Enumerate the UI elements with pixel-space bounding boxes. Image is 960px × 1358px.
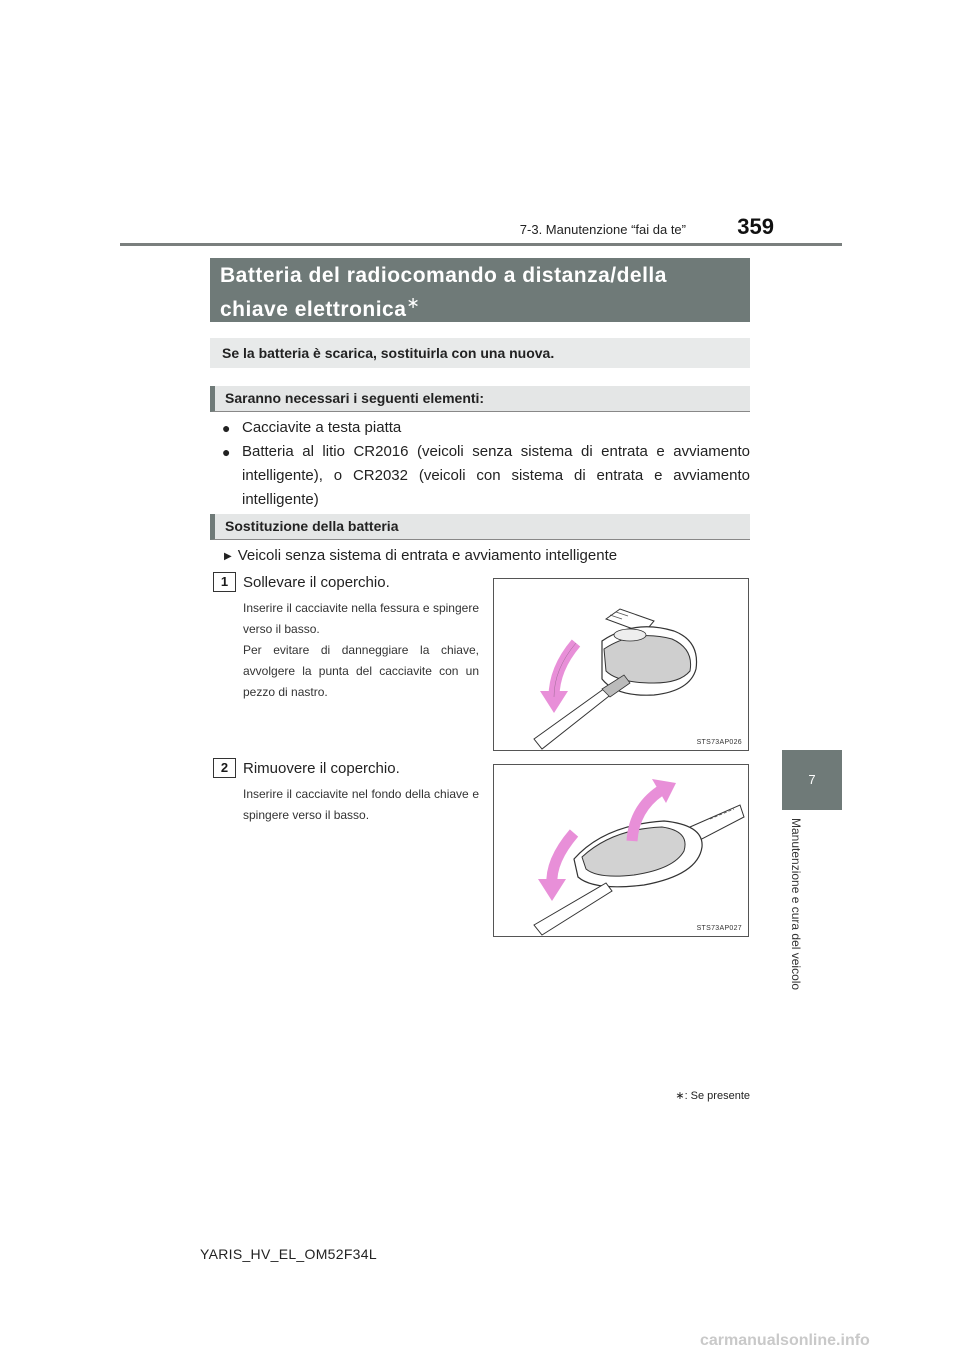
key-lift-illustration: [494, 579, 748, 750]
figure-code: STS73AP027: [696, 925, 742, 932]
figure-remove-cover: [493, 764, 749, 937]
section-title: [210, 258, 750, 322]
list-item-text: Cacciavite a testa piatta: [242, 419, 402, 436]
document-code: YARIS_HV_EL_OM52F34L: [200, 1246, 377, 1262]
bullet-icon: ●: [222, 420, 231, 436]
step-title: Sollevare il coperchio.: [243, 574, 390, 591]
replace-heading: Sostituzione della batteria: [210, 514, 750, 540]
chapter-tab: 7: [782, 750, 842, 810]
footnote-text: : Se presente: [684, 1090, 750, 1102]
variant-text: Veicoli senza sistema di entrata e avviamento intelligente: [237, 547, 618, 564]
key-remove-illustration: [494, 765, 748, 936]
step-note: Per evitare di danneggiare la chiave, avvolgere la punta del cacciavite con un pezzo di nastro.: [243, 643, 479, 699]
step-number: 1: [213, 572, 236, 592]
step-number: 2: [213, 758, 236, 778]
intro-box: Se la batteria è scarica, sostituirla con una nuova.: [210, 338, 750, 368]
section-title-text: Batteria del radiocomando a distanza/della chiave elettronica: [220, 264, 667, 321]
step-title: Rimuovere il coperchio.: [243, 760, 400, 777]
list-item-text: Batteria al litio CR2016 (veicoli senza sistema di entrata e avviamento intelligente), o CR2032 (veicoli con sistema di entrata e avviamento intelligente): [242, 443, 750, 508]
header-rule: [120, 243, 842, 246]
section-title-marker: ∗: [406, 295, 421, 312]
list-item: [222, 440, 750, 512]
chapter-tab-label: Manutenzione e cura del veicolo: [789, 818, 803, 991]
list-item: [222, 416, 750, 440]
footnote-marker: ∗: [675, 1090, 685, 1102]
figure-lift-cover: [493, 578, 749, 751]
footnote: [560, 1089, 750, 1102]
step-note: Inserire il cacciavite nel fondo della chiave e spingere verso il basso.: [243, 787, 479, 822]
page-number: 359: [737, 214, 774, 239]
running-header-section: 7-3. Manutenzione “fai da te”: [519, 222, 686, 237]
triangle-right-icon: ▶: [224, 551, 232, 562]
items-heading: Saranno necessari i seguenti elementi:: [210, 386, 750, 412]
figure-code: STS73AP026: [696, 739, 742, 746]
watermark: carmanualsonline.info: [700, 1332, 870, 1349]
variant-line: [224, 547, 617, 564]
bullet-icon: ●: [222, 444, 231, 460]
step-note: Inserire il cacciavite nella fessura e spingere verso il basso.: [243, 601, 479, 636]
